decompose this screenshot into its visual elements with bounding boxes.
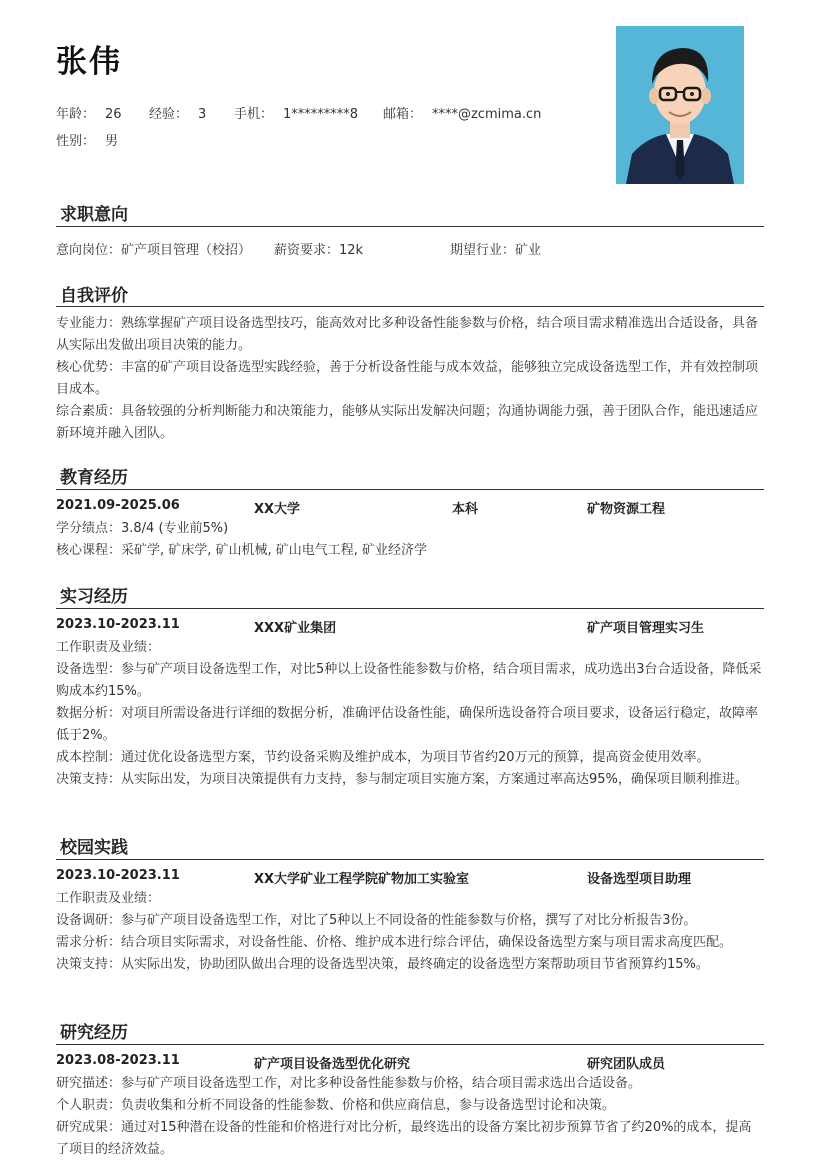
internship-line: 决策支持：从实际出发，为项目决策提供有力支持，参与制定项目实施方案，方案通过率高达95%，确保项目顺利推进。 [56,772,748,787]
phone-label: 手机： [234,107,274,122]
internship-line: 设备选型：参与矿产项目设备选型工作，对比5种以上设备性能参数与价格，结合项目需求，成功选出3台合适设备，降低采购成本约15%。 [56,662,762,699]
education-major: 矿物资源工程 [587,502,666,517]
intent-salary: 薪资要求：12k [274,243,364,258]
gender-field [56,130,118,149]
profile-photo [616,26,744,184]
campus-line: 需求分析：结合项目实际需求，对设备性能、价格、维护成本进行综合评估，确保设备选型方案与项目需求高度匹配。 [56,935,733,950]
research-line: 研究成果：通过对15种潜在设备的性能和价格进行对比分析，最终选出的设备方案比初步预算节省了约20%的成本，提高了项目的经济效益。 [56,1120,752,1157]
campus-period: 2023.10-2023.11 [56,868,180,883]
section-divider [56,306,764,307]
portrait-illustration [616,26,744,184]
campus-line: 工作职责及业绩： [56,891,161,906]
email-field [383,103,541,122]
email-value: ****@zcmima.cn [432,107,542,122]
age-value: 26 [105,107,122,122]
campus-line: 设备调研：参与矿产项目设备选型工作，对比了5种以上不同设备的性能参数与价格，撰写了对比分析报告3份。 [56,913,697,928]
self-eval-line: 专业能力：熟练掌握矿产项目设备选型技巧，能高效对比多种设备性能参数与价格，结合项目需求精准选出合适设备，具备从实际出发做出项目决策的能力。 [56,316,759,353]
campus-role: 设备选型项目助理 [587,872,692,887]
section-title-campus: 校园实践 [60,838,128,858]
intent-industry: 期望行业：矿业 [450,243,542,258]
campus-line: 决策支持：从实际出发，协助团队做出合理的设备选型决策，最终确定的设备选型方案帮助项目节省预算约15%。 [56,957,709,972]
research-period: 2023.08-2023.11 [56,1053,180,1068]
section-divider [56,608,764,609]
email-label: 邮箱： [383,107,423,122]
internship-role: 矿产项目管理实习生 [587,621,705,636]
internship-line: 数据分析：对项目所需设备进行详细的数据分析，准确评估设备性能，确保所选设备符合项目要求，设备运行稳定，故障率低于2%。 [56,706,759,743]
internship-org: XXX矿业集团 [254,621,337,636]
section-title-research: 研究经历 [60,1023,128,1043]
campus-header-row [56,868,764,886]
age-field [56,103,122,122]
research-body [56,1073,764,1161]
section-title-intent: 求职意向 [60,205,128,225]
research-line: 研究描述：参与矿产项目设备选型工作，对比多种设备性能参数与价格，结合项目需求选出合适设备。 [56,1076,642,1091]
education-degree: 本科 [452,502,479,517]
gender-value: 男 [105,134,119,149]
intent-position: 意向岗位：矿产项目管理（校招） [56,243,252,258]
education-gpa: 学分绩点：3.8/4 (专业前5%) [56,521,229,536]
education-body [56,518,764,562]
campus-org: XX大学矿业工程学院矿物加工实验室 [254,872,470,887]
section-divider [56,1044,764,1045]
intent-row [56,239,764,257]
internship-body [56,637,764,791]
education-period: 2021.09-2025.06 [56,498,180,513]
section-title-internship: 实习经历 [60,587,128,607]
research-role: 研究团队成员 [587,1057,666,1072]
phone-field [234,103,358,122]
experience-label: 经验： [149,107,189,122]
education-courses: 核心课程：采矿学, 矿床学, 矿山机械, 矿山电气工程, 矿业经济学 [56,543,428,558]
research-topic: 矿产项目设备选型优化研究 [254,1057,411,1072]
internship-line: 工作职责及业绩： [56,640,161,655]
internship-header-row [56,617,764,635]
candidate-name: 张伟 [56,44,122,80]
experience-value: 3 [198,107,207,122]
internship-period: 2023.10-2023.11 [56,617,180,632]
education-school: XX大学 [254,502,301,517]
internship-line: 成本控制：通过优化设备选型方案，节约设备采购及维护成本，为项目节省约20万元的预算，提高资金使用效率。 [56,750,710,765]
self-eval-line: 核心优势：丰富的矿产项目设备选型实践经验，善于分析设备性能与成本效益，能够独立完成设备选型工作，并有效控制项目成本。 [56,360,759,397]
age-label: 年龄： [56,107,96,122]
section-title-education: 教育经历 [60,468,128,488]
phone-value: 1*********8 [283,107,359,122]
campus-body [56,888,764,976]
education-header-row [56,498,764,516]
experience-field [149,103,206,122]
section-divider [56,489,764,490]
self-eval-line: 综合素质：具备较强的分析判断能力和决策能力，能够从实际出发解决问题；沟通协调能力强，善于团队合作，能迅速适应新环境并融入团队。 [56,404,759,441]
self-eval-body [56,313,764,445]
section-divider [56,226,764,227]
research-line: 个人职责：负责收集和分析不同设备的性能参数、价格和供应商信息，参与设备选型讨论和决策。 [56,1098,616,1113]
section-divider [56,859,764,860]
gender-label: 性别： [56,134,96,149]
research-header-row [56,1053,764,1071]
section-title-self-eval: 自我评价 [60,286,128,306]
